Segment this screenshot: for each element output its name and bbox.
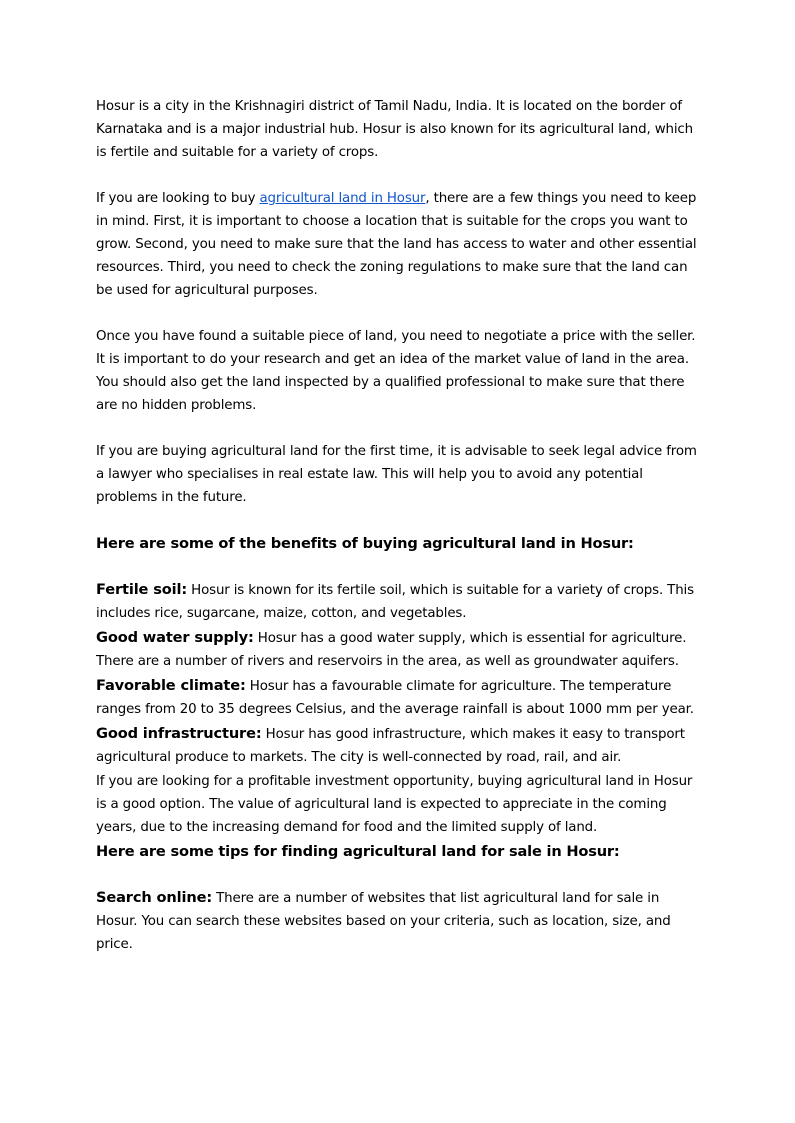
- tips-heading: Here are some tips for finding agricultural land for sale in Hosur:: [96, 843, 620, 860]
- intro-paragraph-3: Once you have found a suitable piece of land, you need to negotiate a price with the seller. It is important to do your research and get an idea of the market value of land in the area. You should also get the land inspected by a qualified professional to make sure that there are no hidden problems.: [96, 329, 696, 413]
- benefits-list: [96, 578, 702, 839]
- tip-text: There are a number of websites that list agricultural land for sale in Hosur. You can search these websites based on your criteria, such as location, size, and price.: [96, 891, 671, 952]
- benefit-text: Hosur is known for its fertile soil, which is suitable for a variety of crops. This includes rice, sugarcane, maize, cotton, and vegetables.: [96, 583, 694, 621]
- intro-paragraph-1: Hosur is a city in the Krishnagiri district of Tamil Nadu, India. It is located on the border of Karnataka and is a major industrial hub. Hosur is also known for its agricultural land, which is fertile and suitable for a variety of crops.: [96, 99, 693, 160]
- benefit-lead: Favorable climate:: [96, 677, 246, 694]
- intro-paragraph-2-end: , there are a few things you need to keep in mind. First, it is important to choose a location that is suitable for the crops you want to grow. Second, you need to make sure that the land has access to water and other essential resources. Third, you need to check the zoning regulations to make sure that the land can be used for agricultural purposes.: [96, 191, 697, 298]
- document-page: [96, 95, 702, 957]
- benefit-text: Hosur has a good water supply, which is essential for agriculture. There are a number of rivers and reservoirs in the area, as well as groundwater aquifers.: [96, 631, 687, 669]
- agricultural-land-link[interactable]: agricultural land in Hosur: [259, 191, 426, 206]
- benefit-lead: Fertile soil:: [96, 581, 188, 598]
- intro-paragraph-2: [96, 187, 702, 302]
- benefit-climate: [96, 674, 702, 721]
- benefit-infrastructure: [96, 722, 702, 769]
- intro-paragraph-2-start: If you are looking to buy: [96, 191, 260, 206]
- benefits-heading: Here are some of the benefits of buying agricultural land in Hosur:: [96, 535, 634, 552]
- benefits-closing-paragraph: If you are looking for a profitable investment opportunity, buying agricultural land in Hosur is a good option. The value of agricultural land is expected to appreciate in the coming years, due to the increasing demand for food and the limited supply of land.: [96, 774, 693, 835]
- tips-list: [96, 886, 702, 956]
- benefit-lead: Good infrastructure:: [96, 725, 262, 742]
- benefit-text: Hosur has a favourable climate for agriculture. The temperature ranges from 20 to 35 degrees Celsius, and the average rainfall is about 1000 mm per year.: [96, 679, 694, 717]
- benefit-lead: Good water supply:: [96, 629, 254, 646]
- tip-lead: Search online:: [96, 889, 213, 906]
- benefit-text: Hosur has good infrastructure, which makes it easy to transport agricultural produce to markets. The city is well-connected by road, rail, and air.: [96, 727, 685, 765]
- benefit-fertile-soil: [96, 578, 702, 625]
- tip-search-online: [96, 886, 702, 956]
- benefit-water-supply: [96, 626, 702, 673]
- intro-paragraph-4: If you are buying agricultural land for the first time, it is advisable to seek legal advice from a lawyer who specialises in real estate law. This will help you to avoid any potential problems in the future.: [96, 444, 697, 505]
